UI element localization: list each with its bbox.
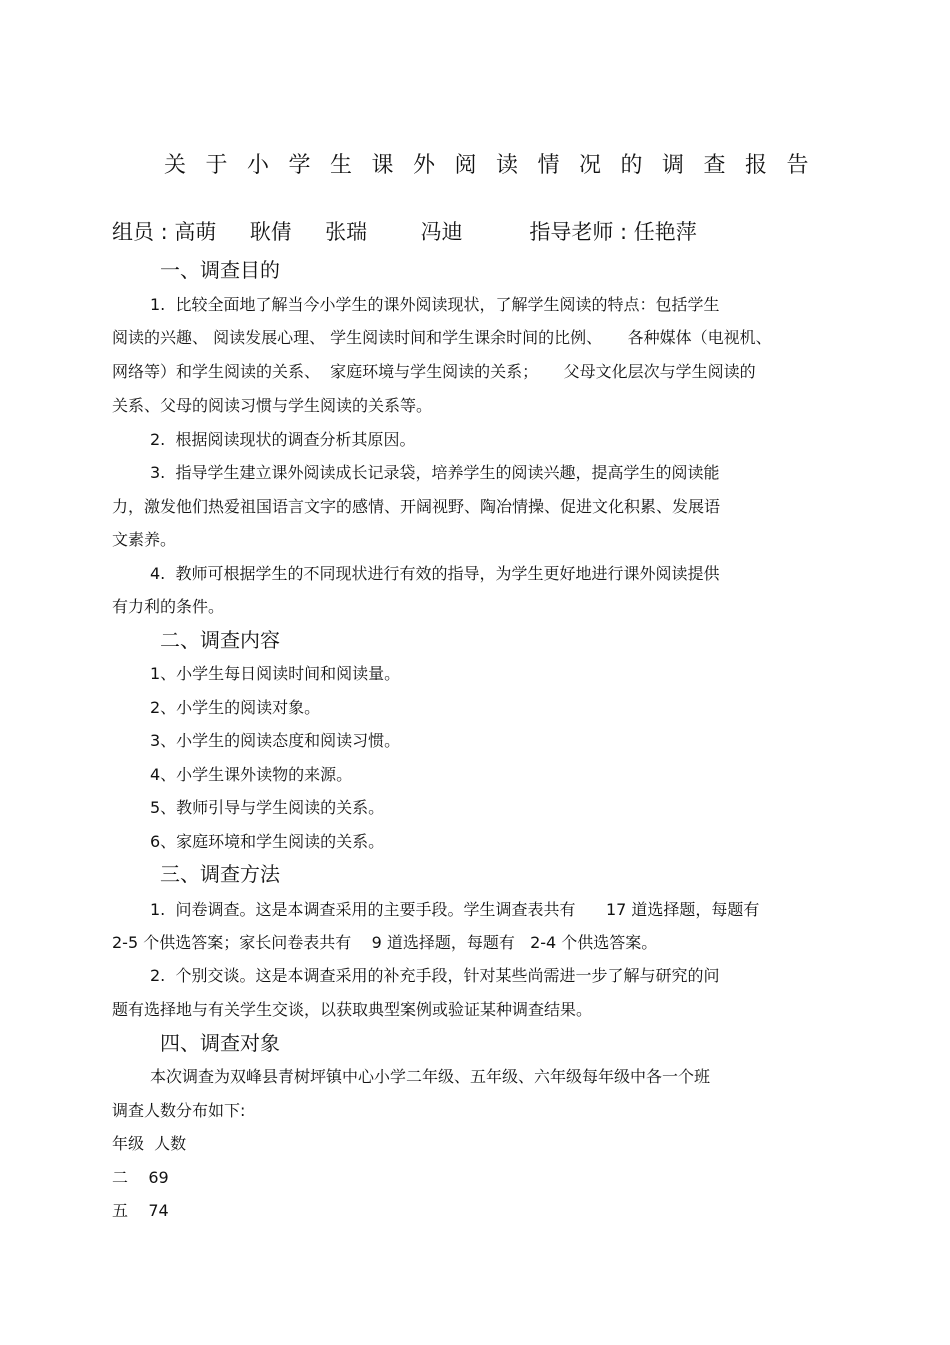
list-item: 5、教师引导与学生阅读的关系。 bbox=[150, 798, 385, 817]
paragraph-line: 关系、父母的阅读习惯与学生阅读的关系等。 bbox=[112, 396, 433, 415]
members-line: 组员 : 高萌 耿倩 张瑞 冯迪 指导老师 : 任艳萍 bbox=[112, 220, 697, 244]
section-heading-content: 二、调查内容 bbox=[160, 628, 280, 652]
paragraph-line: 题有选择地与有关学生交谈，以获取典型案例或验证某种调查结果。 bbox=[112, 1000, 593, 1019]
paragraph-line: 2-5 个供选答案；家长问卷表共有 9 道选择题，每题有 2-4 个供选答案。 bbox=[112, 933, 658, 952]
paragraph-line: 文素养。 bbox=[112, 530, 177, 549]
paragraph-line: 本次调查为双峰县青树坪镇中心小学二年级、五年级、六年级每年级中各一个班 bbox=[150, 1067, 711, 1086]
paragraph-line: 网络等）和学生阅读的关系、 家庭环境与学生阅读的关系； 父母文化层次与学生阅读的 bbox=[112, 362, 756, 381]
paragraph-line: 3. 指导学生建立课外阅读成长记录袋，培养学生的阅读兴趣，提高学生的阅读能 bbox=[150, 463, 720, 482]
section-heading-purpose: 一、调查目的 bbox=[160, 258, 280, 282]
paragraph-line: 阅读的兴趣、 阅读发展心理、 学生阅读时间和学生课余时间的比例、 各种媒体（电视机、 bbox=[112, 328, 772, 347]
paragraph-line: 2. 根据阅读现状的调查分析其原因。 bbox=[150, 430, 416, 449]
paragraph-line: 4. 教师可根据学生的不同现状进行有效的指导，为学生更好地进行课外阅读提供 bbox=[150, 564, 720, 583]
list-item: 6、家庭环境和学生阅读的关系。 bbox=[150, 832, 385, 851]
paragraph-line: 2. 个别交谈。这是本调查采用的补充手段，针对某些尚需进一步了解与研究的问 bbox=[150, 966, 720, 985]
list-item: 4、小学生课外读物的来源。 bbox=[150, 765, 353, 784]
paragraph-line: 调查人数分布如下: bbox=[112, 1101, 246, 1120]
list-item: 2、小学生的阅读对象。 bbox=[150, 698, 321, 717]
paragraph-line: 1. 问卷调查。这是本调查采用的主要手段。学生调查表共有 17 道选择题，每题有 bbox=[150, 900, 760, 919]
list-item: 3、小学生的阅读态度和阅读习惯。 bbox=[150, 731, 401, 750]
paragraph-line: 1. 比较全面地了解当今小学生的课外阅读现状，了解学生阅读的特点：包括学生 bbox=[150, 295, 720, 314]
table-row: 二 69 bbox=[112, 1168, 169, 1187]
table-header: 年级 人数 bbox=[112, 1134, 187, 1153]
section-heading-subjects: 四、调查对象 bbox=[160, 1031, 280, 1055]
section-heading-method: 三、调查方法 bbox=[160, 862, 280, 886]
table-row: 五 74 bbox=[112, 1201, 169, 1220]
report-title: 关于小学生课外阅读情况的调查报告 bbox=[164, 153, 829, 178]
list-item: 1、小学生每日阅读时间和阅读量。 bbox=[150, 664, 401, 683]
paragraph-line: 有力利的条件。 bbox=[112, 597, 225, 616]
paragraph-line: 力，激发他们热爱祖国语言文字的感情、开阔视野、陶冶情操、促进文化积累、发展语 bbox=[112, 497, 721, 516]
